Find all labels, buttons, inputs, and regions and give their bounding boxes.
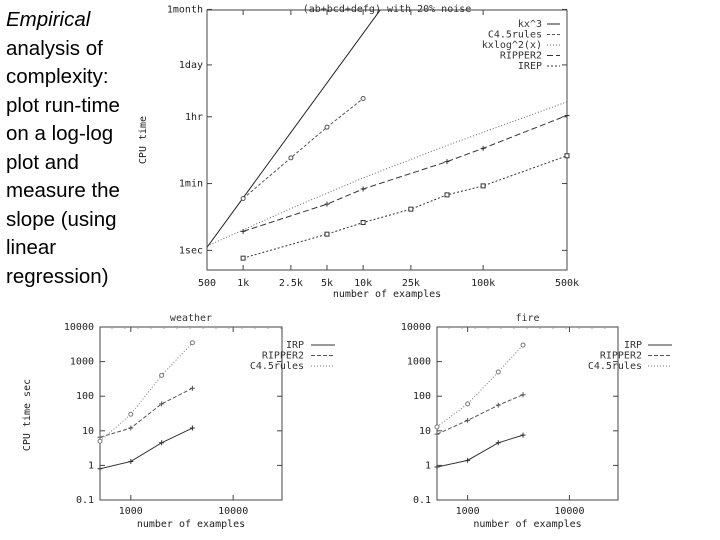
caption-body: analysis of complexity: plot run-time on a log-log plot and measure the slope (using linear regression): [6, 36, 120, 288]
y-tick-label: 1min: [178, 178, 203, 190]
data-point: [128, 426, 133, 431]
y-axis-label: CPU time sec: [22, 378, 33, 452]
series-line: [437, 435, 523, 467]
legend-label: IRP: [623, 340, 642, 351]
x-tick-label: 5k: [320, 278, 334, 289]
legend-label: kx^3: [517, 19, 542, 30]
x-tick-label: 500k: [554, 278, 580, 289]
data-point: [565, 154, 569, 158]
chart-1: [138, 4, 579, 300]
data-point: [128, 459, 133, 464]
y-tick-label: 0.1: [412, 495, 431, 506]
data-point: [521, 343, 525, 347]
x-tick-label: 1000: [118, 506, 143, 517]
x-tick-label: 500: [197, 278, 217, 289]
x-tick-label: 10k: [354, 278, 373, 289]
x-tick-label: 1000: [455, 506, 480, 517]
data-point: [98, 466, 103, 471]
data-point: [361, 186, 366, 191]
series-line: [100, 343, 192, 441]
data-point: [409, 207, 413, 211]
chart-2: [22, 313, 335, 530]
data-point: [435, 432, 440, 437]
data-point: [190, 426, 195, 431]
series-line: [437, 345, 523, 427]
data-point: [241, 229, 246, 234]
x-tick-label: 1k: [237, 278, 250, 289]
y-tick-label: 1: [424, 460, 431, 472]
data-point: [361, 221, 365, 225]
data-point: [496, 440, 501, 445]
chart-title: fire: [515, 313, 540, 324]
data-point: [289, 156, 293, 160]
legend-label: IRP: [285, 340, 304, 351]
y-tick-label: 100: [412, 391, 431, 403]
data-point: [159, 440, 164, 445]
y-tick-label: 1000: [69, 356, 94, 368]
x-axis-label: number of examples: [332, 289, 442, 300]
chart-title: (ab+bcd+defg) with 20% noise: [302, 4, 472, 15]
legend-label: C4.5rules: [249, 361, 304, 372]
data-point: [445, 159, 450, 164]
y-tick-label: 10000: [400, 322, 431, 333]
legend-label: RIPPER2: [599, 350, 642, 362]
data-point: [129, 412, 133, 416]
series-line: [100, 388, 192, 437]
data-point: [496, 403, 501, 408]
caption-lead: Empirical: [6, 8, 91, 31]
data-point: [445, 193, 449, 197]
x-tick-label: 10000: [218, 506, 249, 517]
data-point: [496, 370, 500, 374]
legend-label: kxlog^2(x): [481, 40, 542, 51]
data-point: [361, 97, 365, 101]
legend-label: C4.5rules: [487, 29, 542, 41]
data-point: [325, 125, 329, 129]
data-point: [325, 202, 330, 207]
y-tick-label: 1: [87, 460, 94, 472]
y-tick-label: 1sec: [178, 245, 203, 257]
data-point: [435, 425, 439, 429]
data-point: [241, 256, 245, 260]
x-tick-label: 10000: [554, 506, 585, 517]
series-line: [100, 428, 192, 469]
legend-label: IREP: [517, 61, 542, 72]
series-line: [207, 9, 381, 247]
x-tick-label: 2.5k: [278, 278, 303, 289]
legend-label: RIPPER2: [261, 350, 304, 362]
y-tick-label: 1000: [406, 356, 431, 368]
data-point: [325, 232, 329, 236]
data-point: [481, 184, 485, 188]
y-tick-label: 10: [418, 425, 431, 437]
data-point: [521, 433, 526, 438]
plot-frame: [437, 327, 618, 500]
data-point: [190, 341, 194, 345]
y-tick-label: 100: [75, 391, 94, 403]
legend-label: RIPPER2: [499, 50, 542, 62]
legend-label: C4.5rules: [587, 361, 642, 372]
data-point: [465, 458, 470, 463]
series-line: [243, 156, 567, 258]
y-tick-label: 10000: [63, 322, 94, 333]
x-axis-label: number of examples: [136, 519, 246, 530]
x-axis-label: number of examples: [473, 519, 582, 530]
y-tick-label: 10: [81, 425, 94, 437]
plot-frame: [100, 327, 282, 500]
data-point: [466, 402, 470, 406]
data-point: [521, 392, 526, 397]
x-tick-label: 25k: [401, 278, 420, 289]
y-tick-label: 1day: [178, 59, 203, 71]
y-tick-label: 1hr: [184, 111, 203, 123]
y-tick-label: 1month: [166, 4, 203, 16]
series-line: [243, 99, 363, 199]
data-point: [190, 386, 195, 391]
chart-3: [401, 313, 672, 530]
x-tick-label: 100k: [471, 278, 496, 289]
data-point: [160, 373, 164, 377]
y-axis-label: CPU time: [138, 115, 149, 165]
chart-title: weather: [169, 313, 213, 324]
y-tick-label: 0.1: [75, 495, 94, 506]
data-point: [98, 439, 102, 443]
series-line: [437, 395, 523, 434]
data-point: [481, 146, 486, 151]
data-point: [465, 418, 470, 423]
data-point: [241, 197, 245, 201]
